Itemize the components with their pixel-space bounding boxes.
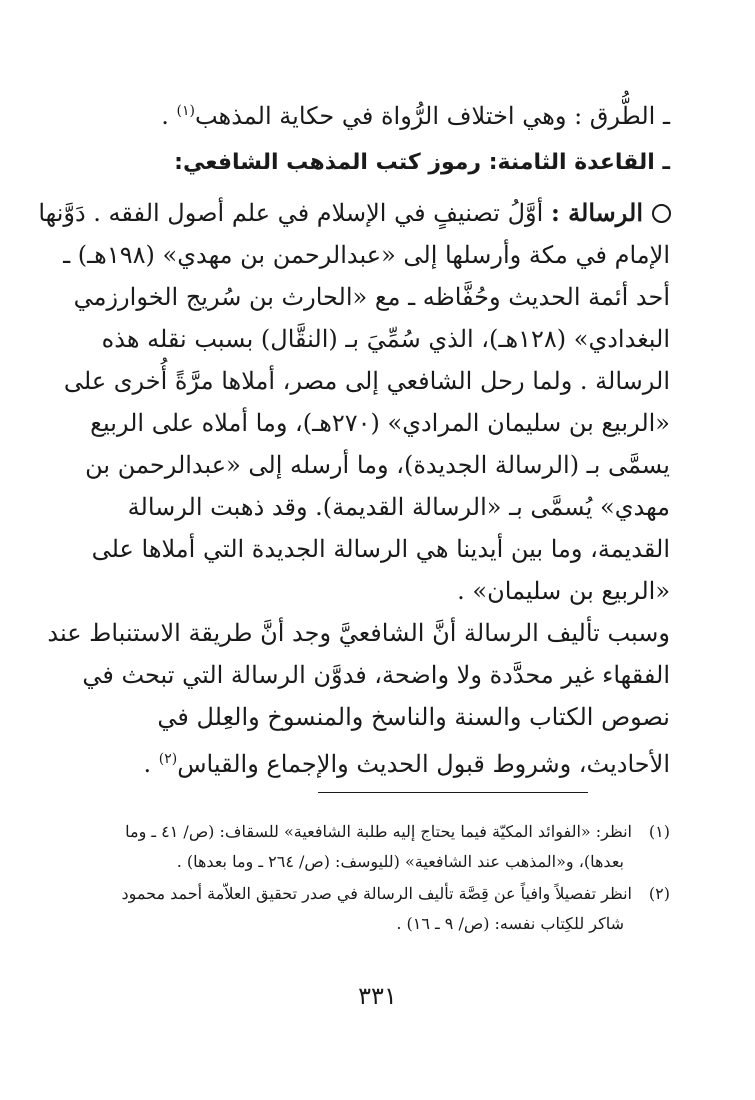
- footnote-1: [65, 818, 670, 846]
- line-text: أوَّلُ تصنيفٍ في الإسلام في علم أصول الفقه . دَوَّنها: [38, 199, 544, 227]
- term-label: الرسالة :: [550, 198, 643, 227]
- footnote-2-cont: شاكر للكِتاب نفسه: (ص/ ٩ ـ ١٦) .: [396, 914, 624, 933]
- para1-line4: البغدادي» (١٢٨هـ)، الذي سُمِّيَ بـ (النقَّال) بسبب نقله هذه: [101, 325, 670, 353]
- para2-line4: [143, 744, 670, 779]
- para2-line1: وسبب تأليف الرسالة أنَّ الشافعيَّ وجد أنَّ طريقة الاستنباط عند: [47, 619, 670, 647]
- line-turuq: [161, 96, 670, 131]
- footnote-divider: [318, 792, 588, 793]
- para1-line5: الرسالة . ولما رحل الشافعي إلى مصر، أملاها مرَّةً أُخرى على: [63, 367, 670, 395]
- line-end: .: [143, 750, 152, 778]
- page-number: ٣٣١: [358, 982, 397, 1010]
- section-heading: ـ القاعدة الثامنة: رموز كتب المذهب الشافعي:: [174, 150, 670, 175]
- footnote-1-cont: بعدها)، و«المذهب عند الشافعية» (لليوسف: (ص/ ٢٦٤ ـ وما بعدها) .: [176, 852, 624, 871]
- footnote-text: انظر: «الفوائد المكيّة فيما يحتاج إليه طلبة الشافعية» للسقاف: (ص/ ٤١ ـ وما: [125, 822, 632, 841]
- line-text: الأحاديث، وشروط قبول الحديث والإجماع والقياس: [177, 750, 670, 778]
- footnote-text: انظر تفصيلاً وافياً عن قِصَّة تأليف الرسالة في صدر تحقيق العلاّمة أحمد محمود: [121, 884, 632, 903]
- footnote-ref: (٢): [158, 751, 178, 767]
- bullet-circle-icon: [652, 204, 671, 223]
- para1-line2: الإمام في مكة وأرسلها إلى «عبدالرحمن بن مهدي» (١٩٨هـ) ـ: [63, 241, 670, 269]
- para1-line7: يسمَّى بـ (الرسالة الجديدة)، وما أرسله إلى «عبدالرحمن بن: [85, 451, 670, 479]
- para1-line10: «الربيع بن سليمان» .: [457, 577, 670, 605]
- para1-line8: مهدي» يُسمَّى بـ «الرسالة القديمة). وقد ذهبت الرسالة: [127, 493, 670, 521]
- para2-line2: الفقهاء غير محدَّدة ولا واضحة، فدوَّن الرسالة التي تبحث في: [82, 661, 670, 689]
- footnote-2: [65, 880, 670, 908]
- footnote-number: (٢): [648, 884, 670, 903]
- para1-line9: القديمة، وما بين أيدينا هي الرسالة الجديدة التي أملاها على: [91, 535, 670, 563]
- para1-line6: «الربيع بن سليمان المرادي» (٢٧٠هـ)، وما أملاه على الربيع: [90, 409, 670, 437]
- para1-line3: أحد أئمة الحديث وحُفَّاظه ـ مع «الحارث بن سُريج الخوارزمي: [73, 283, 670, 311]
- para1-line1: [38, 198, 643, 228]
- line-text: ـ الطُّرق : وهي اختلاف الرُّواة في حكاية المذهب: [194, 102, 670, 130]
- line-end: .: [161, 102, 169, 130]
- footnote-ref: (١): [176, 103, 195, 119]
- footnote-number: (١): [648, 822, 670, 841]
- para2-line3: نصوص الكتاب والسنة والناسخ والمنسوخ والعِلل في: [157, 703, 670, 731]
